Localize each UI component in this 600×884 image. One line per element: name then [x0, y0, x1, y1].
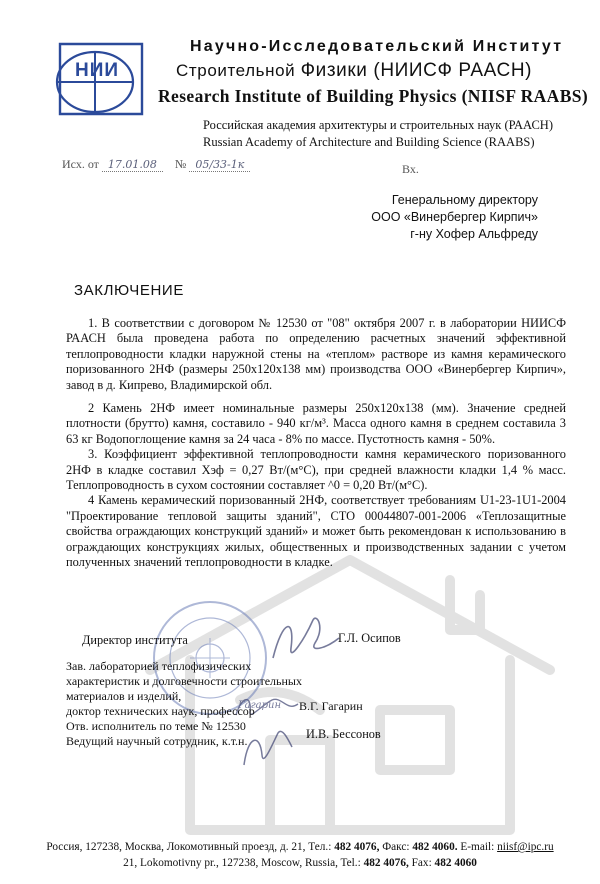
footer-address-ru: Россия, 127238, Москва, Локомотивный проезд, д. 21, Тел.: — [46, 841, 332, 853]
paragraph-4: 4 Камень керамический поризованный 2НФ, соответствует требованиям U1-23-1U1-2004 "Проектирование тепловой защиты зданий", СТО 00044807-001-2006 «Теплозащитные свойства ограждающих конструкций зданий» и может быть рекомендован к использованию в ограждающих конструкциях жилых, общественных и производственных задании с учетом полученных значений теплопроводности в кладке. — [66, 493, 566, 570]
addressee-line2: ООО «Винербергер Кирпич» — [371, 210, 538, 224]
footer-fax-ru: 482 4060. — [412, 841, 458, 853]
lab-head-name: В.Г. Гагарин — [299, 699, 363, 713]
institute-name-ru-line2-a: Строительной — [176, 61, 296, 80]
handwritten-name: Гагарин — [238, 700, 282, 711]
director-label: Директор института — [82, 633, 188, 647]
lab-head-line3: материалов и изделий, — [66, 689, 182, 703]
incoming-label: Вх. — [402, 162, 419, 176]
signatories-block — [66, 659, 302, 749]
outgoing-date: 17.01.08 — [102, 158, 163, 172]
footer-address-en: 21, Lokomotivny pr., 127238, Moscow, Russia, Tel.: — [123, 857, 361, 869]
footer-line-ru — [0, 839, 600, 855]
lab-head-line2: характеристик и долговечности строительных — [66, 674, 302, 688]
academy-name-ru: Российская академия архитектуры и строительных наук (РААСН) — [203, 118, 553, 132]
lab-head-line4: доктор технических наук, профессор — [66, 704, 255, 718]
number-label: № — [174, 157, 187, 171]
institute-name-ru-line1: Научно-Исследовательский Институт — [190, 38, 564, 55]
executor-line2: Ведущий научный сотрудник, к.т.н. — [66, 734, 248, 748]
paragraph-1: 1. В соответствии с договором № 12530 от "08" октября 2007 г. в лаборатории НИИСФ РААСН была проведена работа по определению расчетных значений эффективной теплопроводности кладки наружной стены на «теплом» растворе из камня керамического поризованного 2НФ (размеры 250x120x138 мм) производства ООО «Винербергер Кирпич», завод в д. Кипрево, Владимирской обл. — [66, 316, 566, 392]
institute-name-ru-line2 — [176, 60, 532, 82]
academy-block — [203, 117, 553, 151]
footer-fax-en: 482 4060 — [434, 857, 477, 869]
footer-fax-label-ru: Факс: — [382, 841, 410, 853]
footer-phone-ru: 482 4076, — [334, 841, 380, 853]
institute-name-ru-line2-b: Физики (НИИСФ РААСН) — [300, 60, 533, 81]
document-title: ЗАКЛЮЧЕНИЕ — [74, 282, 184, 299]
footer-phone-en: 482 4076, — [363, 857, 409, 869]
document-body — [66, 316, 566, 579]
outgoing-number: 05/33-1к — [189, 158, 250, 172]
outgoing-registry — [62, 157, 250, 172]
paragraph-3: 3. Коэффициент эффективной теплопроводности камня керамического поризованного 2НФ в кладке составил Xэф = 0,27 Вт/(м°С), при средней влажности кладки 1,4 % масс. Теплопроводность в сухом состоянии составляет ^0 = 0,20 Вт/(м°С). — [66, 447, 566, 493]
footer — [0, 839, 600, 871]
addressee-line1: Генеральному директору — [391, 193, 538, 207]
lab-head-line1: Зав. лабораторией теплофизических — [66, 659, 252, 673]
executor-line1: Отв. исполнитель по теме № 12530 — [66, 719, 246, 733]
footer-line-en — [0, 855, 600, 871]
addressee-line3: г-ну Хофер Альфреду — [410, 227, 538, 241]
paragraph-2: 2 Камень 2НФ имеет номинальные размеры 250x120x138 (мм). Значение средней плотности (брутто) камня, составило - 940 кг/м³. Масса одного камня в среднем составила 3 63 кг Водопоглощение камня за 24 часа - 8% по массе. Пустотность камня - 50%. — [66, 401, 566, 446]
outgoing-label: Исх. от — [62, 157, 99, 171]
footer-email-link[interactable]: niisf@ipc.ru — [497, 841, 554, 853]
executor-name: И.В. Бессонов — [306, 727, 381, 741]
logo-text: НИИ — [74, 60, 120, 81]
footer-email-label: E-mail: — [460, 841, 495, 853]
academy-name-en: Russian Academy of Architecture and Building Science (RAABS) — [203, 135, 535, 149]
director-name: Г.Л. Осипов — [338, 631, 401, 645]
addressee-block — [371, 192, 538, 243]
institute-name-en: Research Institute of Building Physics (NIISF RAABS) — [158, 86, 589, 106]
footer-fax-label-en: Fax: — [411, 857, 432, 869]
